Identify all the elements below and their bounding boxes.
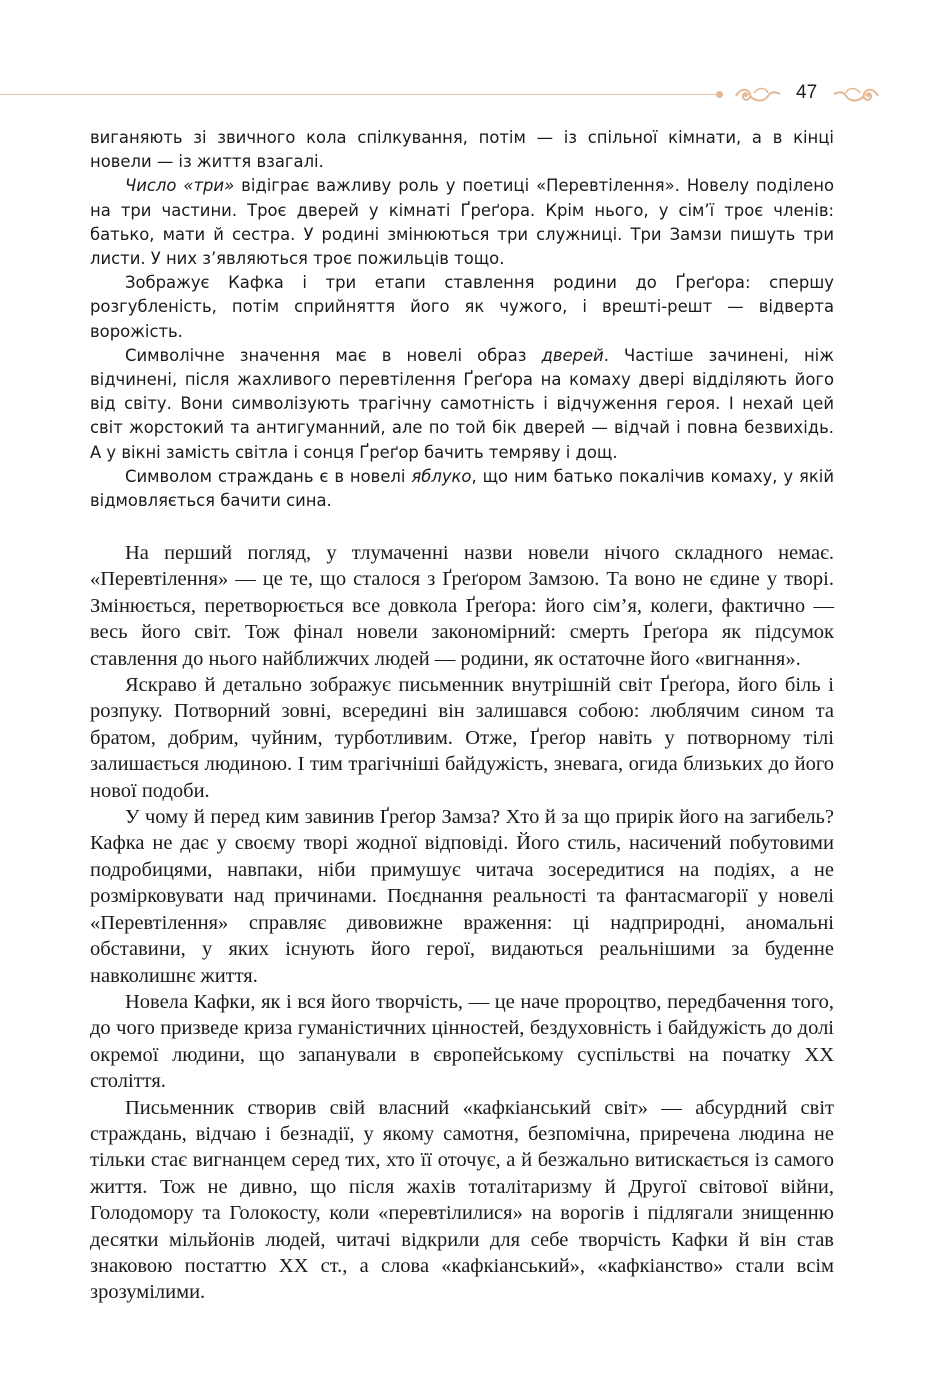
paragraph-text: , що ним батько покалічив комаху, у якій відмовляється бачити сина. xyxy=(90,466,834,511)
emphasis: Число «три» xyxy=(125,176,235,196)
scroll-ornament-right-icon xyxy=(832,84,880,106)
paragraph: Новела Кафки, як і вся його творчість, — це наче пророцтво, передбачення того, до чого призведе криза гуманістичних цінностей, бездуховність і байдужість до долі окремої людини, що запанували в європейському суспільстві на початку XX століття. xyxy=(90,990,834,1093)
paragraph: На перший погляд, у тлумаченні назви новели нічого складного немає. «Перевтілення» — це те, що сталося з Ґреґором Замзою. Та воно не єдине у творі. Змінюється, перетворюється все довкола Ґреґора: його сім’я, колеги, фактично — весь його світ. Тож фінал новели закономірний: смерть Ґреґора як підсумок ставлення до нього найближчих людей — родини, як остаточне його «вигнання». xyxy=(90,542,834,670)
paragraph xyxy=(90,174,834,271)
paragraph: Письменник створив свій власний «кафкіанський світ» — абсурдний світ страждань, відчаю і безнадії, у якому самотня, безпомічна, приречена людина не тільки стає вигнанцем серед тих, хто її оточує, а й безжально витискається із самого життя. Тож не дивно, що після жахів тоталітаризму й Другої світової війни, Голодомору та Голокосту, коли «перевтілилися» на ворогів і підлягали знищенню десятки мільйонів людей, читачі відкрили для себе творчість Кафки й він став знаковою постаттю XX ст., а слова «кафкіанський», «кафкіанство» стали всім зрозумілими. xyxy=(90,1096,834,1304)
scroll-ornament-left-icon xyxy=(734,84,782,106)
paragraph: виганяють зі звичного кола спілкування, потім — із спільної кімнати, а в кінці новели — із життя взагалі. xyxy=(90,128,834,172)
page-number: 47 xyxy=(796,82,818,103)
paragraph: Яскраво й детально зображує письменник внутрішній світ Ґреґора, його біль і розпуку. Потворний зовні, всередині він залишався собою: люблячим сином та братом, добрим, чуйним, турботливим. Отже, Ґреґор навіть у потворному тілі залишається людиною. І тим трагічніші байдужість, зневага, огида близьких до його нової подоби. xyxy=(90,674,834,802)
paragraph: У чому й перед ким завинив Ґреґор Замза? Хто й за що прирік його на загибель? Кафка не дає у своєму творі жодної відповіді. Його стиль, насичений побутовими подробицями, навпаки, ніби примушує читача зосередитися на подіях, а не розмірковувати над причинами. Поєднання реальності та фантасмагорії у новелі «Перевтілення» справляє дивовижне враження: ці надприродні, аномальні обставини, у яких існують його герої, видаються реальнішими за буденне навколишнє життя. xyxy=(90,806,834,987)
paragraph xyxy=(90,465,834,513)
emphasis: яблуко xyxy=(411,466,472,486)
page-header xyxy=(0,80,952,110)
paragraph-text: Символічне значення має в новелі образ xyxy=(125,345,542,365)
emphasis: дверей xyxy=(541,345,604,365)
paragraph-text: . Частіше зачинені, ніж відчинені, після жахливого перевтілення Ґреґора на комаху двері відділяють його від світу. Вони символізують трагічну самотність і відчуження героя. І нехай цей світ жорстокий та антигуманний, але по той бік дверей — відчай і повна безвихідь. А у вікні замість світла і сонця Ґреґор бачить темряву і дощ. xyxy=(90,345,834,462)
paragraph-text: Символом страждань є в новелі xyxy=(125,466,412,486)
main-text-block xyxy=(90,540,834,1306)
header-rule-dot xyxy=(716,91,723,98)
summary-block xyxy=(90,126,834,513)
paragraph xyxy=(90,344,834,465)
paragraph: Зображує Кафка і три етапи ставлення родини до Ґреґора: спершу розгубленість, потім сприйняття його як чужого, і врешті-решт — відверта ворожість. xyxy=(90,273,834,341)
header-rule xyxy=(0,94,720,95)
paragraph-text: відіграє важливу роль у поетиці «Перевтілення». Новелу поділено на три частини. Троє дверей у кімнаті Ґреґора. Крім нього, у сім’ї троє членів: батько, мати й сестра. У родині змінюються три служниці. Три Замзи пишуть три листи. У них з’являються троє пожильців тощо. xyxy=(90,176,834,269)
